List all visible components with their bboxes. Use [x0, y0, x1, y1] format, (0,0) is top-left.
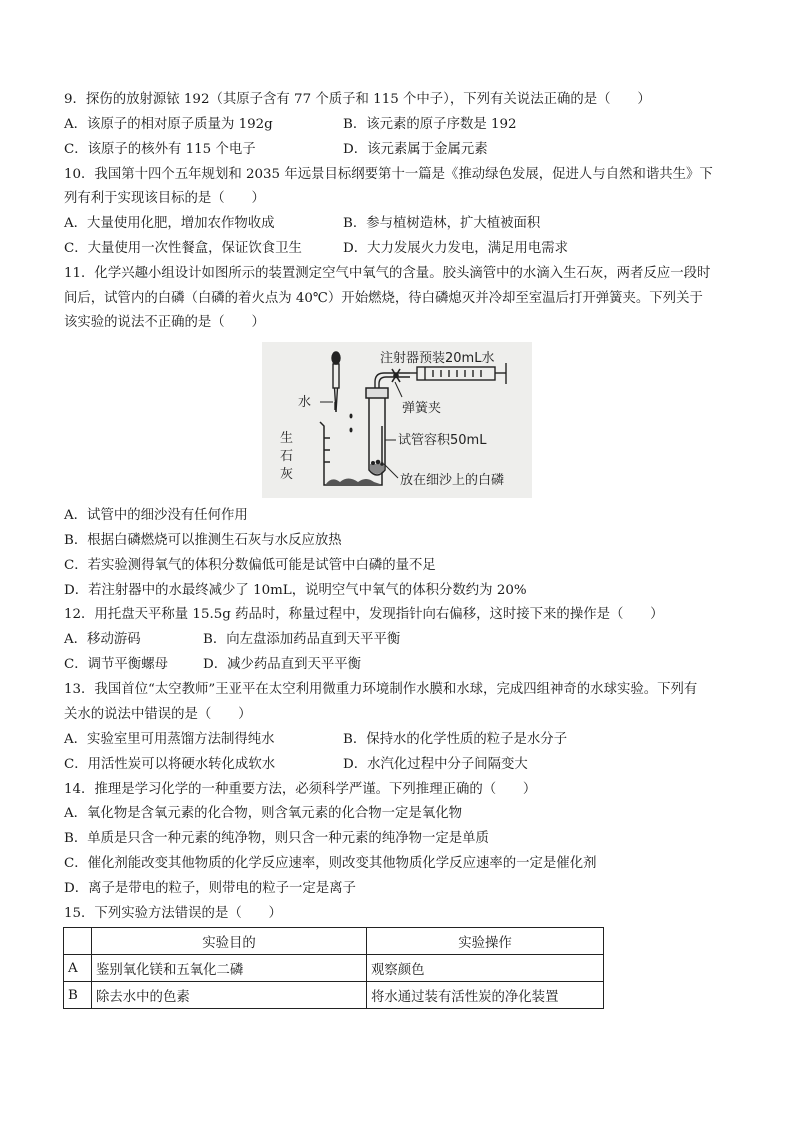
table-cell: 除去水中的色素	[92, 982, 367, 1009]
q12-stem: 12．用托盘天平称量 15.5g 药品时，称量过程中，发现指针向右偏移，这时接下来的操作是（ ）	[64, 607, 664, 622]
label-syringe: 注射器预装20mL水	[380, 351, 495, 366]
table-cell: 观察颜色	[367, 955, 604, 982]
q13-option-c: C．用活性炭可以将硬水转化成软水	[64, 757, 276, 772]
table-header-cell: 实验目的	[92, 928, 367, 955]
q10-stem-line1: 10．我国第十四个五年规划和 2035 年远景目标纲要第十一篇是《推动绿色发展，促进人与自然和谐共生》下	[64, 167, 713, 182]
water-drops	[350, 414, 353, 433]
table-header-row	[64, 928, 604, 955]
q14-option-a: A．氧化物是含氧元素的化合物，则含氧元素的化合物一定是氧化物	[64, 806, 462, 821]
q9-option-a: A．该原子的相对原子质量为 192g	[64, 117, 273, 132]
q13-stem-line1: 13．我国首位“太空教师”王亚平在太空利用微重力环境制作水膜和水球，完成四组神奇的水球实验。下列有	[64, 682, 698, 697]
table-cell: 将水通过装有活性炭的净化装置	[367, 982, 604, 1009]
q10-option-b: B．参与植树造林，扩大植被面积	[343, 216, 541, 231]
q11-stem-line3: 该实验的说法不正确的是（ ）	[64, 315, 265, 330]
syringe-icon	[410, 363, 506, 384]
q9-stem: 9．探伤的放射源铱 192（其原子含有 77 个质子和 115 个中子），下列有关说法正确的是（ ）	[64, 92, 651, 107]
apparatus-drawing	[262, 342, 532, 498]
q11-stem-line1: 11．化学兴趣小组设计如图所示的装置测定空气中氧气的含量。胶头滴管中的水滴入生石灰，两者反应一段时	[64, 266, 711, 281]
clamp-pointer	[395, 382, 402, 397]
table-cell: B	[64, 982, 92, 1009]
q14-option-c: C．催化剂能改变其他物质的化学反应速率，则改变其他物质化学反应速率的一定是催化剂	[64, 856, 597, 871]
label-lime-1: 生	[280, 431, 294, 446]
q11-option-a: A．试管中的细沙没有任何作用	[64, 508, 248, 523]
q15-table	[63, 927, 604, 1009]
spring-clamp-icon	[392, 369, 400, 382]
q14-option-d: D．离子是带电的粒子，则带电的粒子一定是离子	[64, 881, 356, 896]
table-row	[64, 955, 604, 982]
q12-option-c: C．调节平衡螺母	[64, 657, 168, 672]
q14-option-b: B．单质是只含一种元素的纯净物，则只含一种元素的纯净物一定是单质	[64, 831, 489, 846]
q11-option-b: B．根据白磷燃烧可以推测生石灰与水反应放热	[64, 533, 342, 548]
dropper-icon	[332, 352, 340, 412]
table-header-cell	[64, 928, 92, 955]
q13-stem-line2: 关水的说法中错误的是（ ）	[64, 707, 252, 722]
q15-stem: 15．下列实验方法错误的是（ ）	[64, 906, 282, 921]
label-clamp: 弹簧夹	[402, 401, 442, 416]
q9-option-b: B．该元素的原子序数是 192	[343, 117, 517, 132]
q14-stem: 14．推理是学习化学的一种重要方法，必须科学严谨。下列推理正确的（ ）	[64, 782, 537, 797]
q12-option-b: B．向左盘添加药品直到天平平衡	[203, 632, 401, 647]
q12-option-a: A．移动游码	[64, 632, 141, 647]
q12-option-d: D．减少药品直到天平平衡	[203, 657, 362, 672]
q10-option-a: A．大量使用化肥，增加农作物收成	[64, 216, 275, 231]
q11-option-c: C．若实验测得氧气的体积分数偏低可能是试管中白磷的量不足	[64, 558, 436, 573]
table-row	[64, 982, 604, 1009]
label-lime-2: 石	[280, 449, 294, 464]
experiment-apparatus-figure	[262, 342, 532, 498]
phosphorus-pointer	[384, 464, 398, 478]
table-cell: 鉴别氧化镁和五氧化二磷	[92, 955, 367, 982]
label-lime-3: 灰	[280, 467, 294, 482]
table-cell: A	[64, 955, 92, 982]
q10-stem-line2: 列有利于实现该目标的是（ ）	[64, 191, 265, 206]
q13-option-d: D．水汽化过程中分子间隔变大	[343, 757, 528, 772]
q9-option-c: C．该原子的核外有 115 个电子	[64, 142, 256, 157]
q10-option-c: C．大量使用一次性餐盒，保证饮食卫生	[64, 241, 302, 256]
label-tube: 试管容积50mL	[398, 433, 487, 448]
q10-option-d: D．大力发展火力发电，满足用电需求	[343, 241, 568, 256]
q11-stem-line2: 间后，试管内的白磷（白磷的着火点为 40℃）开始燃烧，待白磷熄灭并冷却至室温后打开弹簧夹。下列关于	[64, 291, 703, 306]
q11-option-d: D．若注射器中的水最终减少了 10mL，说明空气中氧气的体积分数约为 20%	[64, 583, 527, 598]
lime-solid	[326, 479, 380, 485]
label-water: 水	[298, 395, 312, 410]
q13-option-b: B．保持水的化学性质的粒子是水分子	[343, 732, 568, 747]
q9-option-d: D．该元素属于金属元素	[343, 142, 488, 157]
q13-option-a: A．实验室里可用蒸馏方法制得纯水	[64, 732, 275, 747]
table-header-cell: 实验操作	[367, 928, 604, 955]
label-phosphorus: 放在细沙上的白磷	[400, 473, 505, 488]
